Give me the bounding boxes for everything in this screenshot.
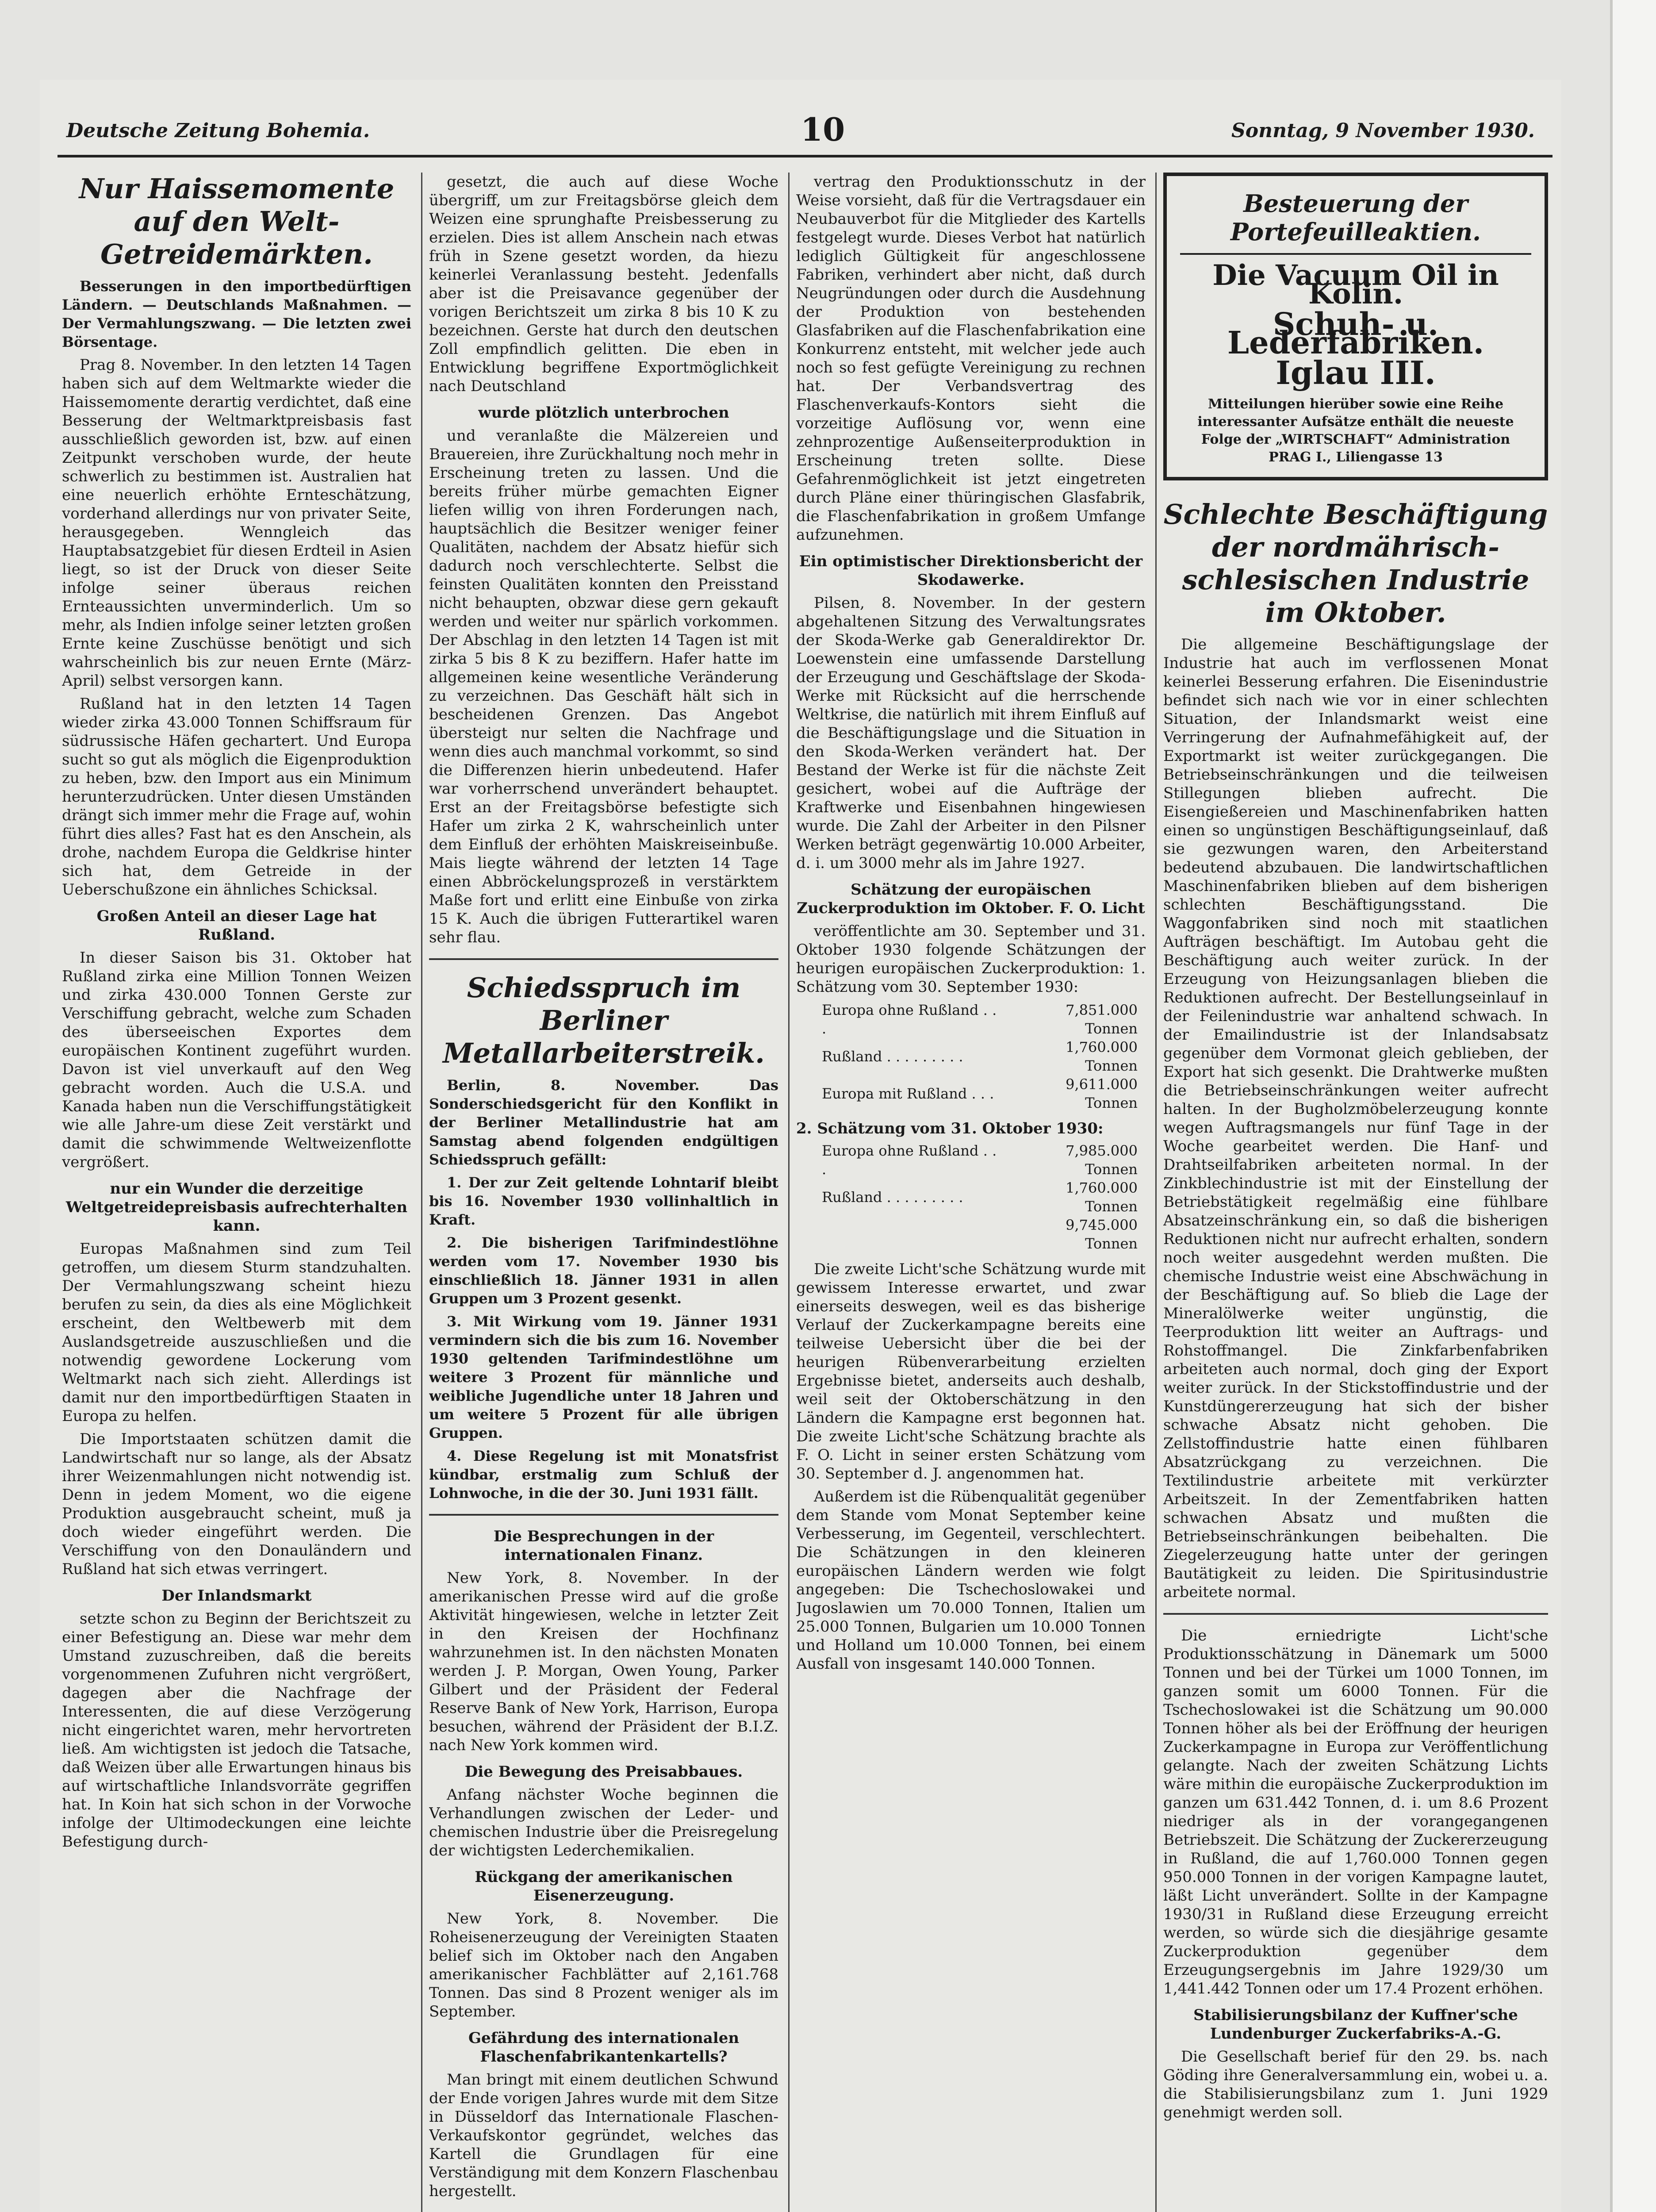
paragraph: Die zweite Licht'sche Schätzung wurde mit gewissem Interesse erwartet, und zwar einerseits deswegen, weil es das bisherige Verlauf der Zuckerkampagne bereits eine teilweise Uebersicht über die bei der heurigen Rübenverarbeitung erzielten Ergebnisse bietet, anderseits auch deshalb, weil seit der Oktoberschätzung in den Ländern die Kampagne erst begonnen hat. Die zweite Licht'sche Schätzung brachte als F. O. Licht in seiner ersten Schätzung vom 30. September d. J. angenommen hat. [796,1260,1146,1482]
paragraph: gesetzt, die auch auf diese Woche übergriff, um zur Freitagsbörse gleich dem Weizen eine sprunghafte Preisbesserung zu erzielen. Dies ist allem Anschein nach etwas früh in Szene gesetzt worden, da hiezu keinerlei Veranlassung besteht. Jedenfalls aber ist die Preisavance gegenüber der vorigen Berichtszeit um zirka 8 bis 10 K zu bezeichnen. Gerste hat durch den deutschen Zoll empfindlich gelitten. Die eben in Entwicklung begriffene Exportmöglichkeit nach Deutschland [429,173,778,395]
sugar-table-1 [814,1001,1146,1112]
column-rule [1155,173,1157,2212]
paragraph: Pilsen, 8. November. In der gestern abgehaltenen Sitzung des Verwaltungsrates der Skoda-Werke gab Generaldirektor Dr. Loewenstein eine umfassende Darstellung der Erzeugung und Geschäftslage der Skoda-Werke mit Rücksicht auf die herrschende Weltkrise, die natürlich mit ihrem Einfluß auf die Beschäftigungslage und die Situation in den Skoda-Werken verändert hat. Der Bestand der Werke ist für die nächste Zeit gesichert, wobei auf die Aufträge der Kraftwerke und Eisenbahnen hingewiesen wurde. Die Zahl der Arbeiter in den Pilsner Werken beträgt gegenwärtig 10.000 Arbeiter, d. i. um 3000 mehr als im Jahre 1927. [796,594,1146,872]
paragraph: vertrag den Produktionsschutz in der Weise vorsieht, daß für die Vertragsdauer ein Neubauverbot für die Mitglieder des Kartells festgelegt wurde. Dieses Verbot hat natürlich lediglich Gültigkeit für angeschlossene Fabriken, verhindert aber nicht, daß durch Neugründungen oder durch die Ausdehnung der Produktion von bestehenden Glasfabriken auf die Flaschenfabrikation eine Konkurrenz entsteht, mit welcher jede auch noch so fest gefügte Vereinigung zu rechnen hat. Der Verbandsvertrag des Flaschenverkaufs-Kontors sieht die vorzeitige Auflösung vor, wenn eine zehnprozentige Außenseiterproduktion in Erscheinung treten sollte. Diese Gefahrenmöglichkeit ist jetzt eingetreten durch Pläne einer thüringischen Glasfabrik, die Flaschenfabrikation in großem Umfange aufzunehmen. [796,173,1146,544]
paragraph: Man bringt mit einem deutlichen Schwund der Ende vorigen Jahres wurde mit dem Sitze in Düsseldorf das Internationale Flaschen-Verkaufskontor gegründet, welches das Kartell die Grundlagen für eine Verständigung mit dem Konzern Flaschenbau hergestellt. [429,2071,778,2200]
ad-footer: Mitteilungen hierüber sowie eine Reihe interessanter Aufsätze enthält die neueste Folge der „WIRTSCHAFT“ Administration PRAG I., Liliengasse 13 [1197,396,1514,465]
newspaper-name: Deutsche Zeitung Bohemia. [66,119,370,142]
paragraph: 1. Der zur Zeit geltende Lohntarif bleibt bis 16. November 1930 vollinhaltlich in Kraft. [429,1174,778,1228]
ad-line: Schuh- u. Lederfabriken. [1227,306,1484,361]
table-row [814,1141,1146,1179]
paragraph: 3. Mit Wirkung vom 19. Jänner 1931 vermindern sich die bis zum 16. November 1930 geltenden Tarifmindestlöhne um weitere 3 Prozent für männliche und weibliche Jugendliche unter 18 Jahren und um weitere 5 Prozent für alle übrigen Gruppen. [429,1313,778,1441]
column-1 [62,173,411,2212]
section-heading: wurde plötzlich unterbrochen [478,404,729,422]
section-heading: nur ein Wunder die derzeitige Weltgetreidepreisbasis aufrechterhalten kann. [65,1180,408,1235]
section-heading: Der Inlandsmarkt [161,1587,312,1605]
section-heading: Rückgang der amerikanischen Eisenerzeugung. [475,1868,733,1905]
paragraph: und veranlaßte die Mälzereien und Brauereien, ihre Zurückhaltung noch mehr in Erscheinung treten zu lassen. Und die bereits früher mürbe gemachten Eigner liefen willig von ihren Forderungen nach, hauptsächlich die Besitzer weniger feiner Qualitäten, nachdem der Absatz hiefür sich dadurch noch verschlechterte. Selbst die feinsten Qualitäten konnten den Preisstand nicht behaupten, obzwar diese gern gekauft werden und weiter nur spärlich vorkommen. Der Abschlag in den letzten 14 Tagen ist mit zirka 5 bis 8 K zu beziffern. Hafer hatte im allgemeinen keine wesentliche Veränderung zu verzeichnen. Das Geschäft hält sich in bescheidenen Grenzen. Das Angebot übersteigt nur selten die Nachfrage und wenn dies auch manchmal vorkommt, so sind die Differenzen hierin unbedeutend. Hafer war vorherrschend unverändert behauptet. Erst an der Freitagsbörse befestigte sich Hafer um zirka 2 K, wahrscheinlich unter dem Einfluß der erhöhten Maiskreiseinbuße. Mais liegte während der letzten 14 Tage einen Abbröckelungsprozeß in verstärktem Maße fort und erlitt eine Einbuße von zirka 15 K. Auch die übrigen Futterartikel waren sehr flau. [429,427,778,946]
table-cell: 7,851.000 Tonnen [1066,1002,1138,1037]
table-cell: 1,760.000 Tonnen [1066,1039,1138,1074]
ad-line: Die Vacuum Oil in Kolin. [1212,259,1499,311]
scanner-edge [1610,0,1656,2212]
newspaper-page [40,80,1561,2212]
section-heading: Schätzung der europäischen Zuckerproduktion im Oktober. F. O. Licht [797,881,1145,917]
sugar-table-2 [814,1141,1146,1253]
issue-date: Sonntag, 9 November 1930. [1231,119,1535,142]
paragraph: In dieser Saison bis 31. Oktober hat Rußland zirka eine Million Tonnen Weizen und zirka 430.000 Tonnen Gerste zur Verschiffung gebracht, welche zum Schaden des überseeischen Exportes dem europäischen Kontinent zugeführt wurden. Davon ist viel unverkauft auf den Weg gebracht worden. Auch die U.S.A. und Kanada haben nun die Verschiffungstätigkeit wie alle Jahre-um diese Zeit verstärkt und damit die schwimmende Weltweizenflotte vergrößert. [62,949,411,1171]
table-row [814,1179,1146,1216]
paragraph: Rußland hat in den letzten 14 Tagen wieder zirka 43.000 Tonnen Schiffsraum für südrussische Häfen gechartert. Und Europa sucht so gut als möglich die Eigenproduktion zu heben, bzw. den Import aus ein Minimum herunterzudrücken. Unter diesen Umständen drängt sich immer mehr die Frage auf, wohin führt dies alles? Fast hat es den Anschein, als drohe, nachdem Europa die Geldkrise hinter sich hat, dem Getreide in der Ueberschußzone ein ähnliches Schicksal. [62,695,411,899]
column-rule [788,173,790,2212]
paragraph: New York, 8. November. Die Roheisenerzeugung der Vereinigten Staaten belief sich im Oktober nach den Angaben amerikanischer Fachblätter auf 2,161.768 Tonnen. Das sind 8 Prozent weniger als im September. [429,1910,778,2020]
article-title: Schlechte Beschäftigung der nordmährisch-schlesischen Industrie im Oktober. [1163,498,1548,629]
paragraph: Die Importstaaten schützen damit die Landwirtschaft nur so lange, als der Absatz ihrer Weizenmahlungen nicht notwendig ist. Denn in jedem Moment, wo die eigene Produktion ausgebraucht scheint, muß ja doch wieder eingeführt werden. Die Verschiffung von den Donauländern und Rußland hat sich etwas verringert. [62,1430,411,1578]
section-heading: Großen Anteil an dieser Lage hat Rußland. [96,907,377,944]
column-rule [421,173,422,2212]
paragraph: Berlin, 8. November. Das Sonderschiedsgericht für den Konflikt in der Berliner Metallindustrie hat am Samstag abend folgenden endgültigen Schiedsspruch gefällt: [429,1077,778,1168]
ad-headline: Besteuerung der Portefeuilleaktien. [1180,189,1531,255]
paragraph: Die Gesellschaft berief für den 29. bs. nach Göding ihre Generalversammlung ein, wobei u. a. die Stabilisierungsbilanz zum 1. Juni 1929 genehmigt werden soll. [1163,2048,1548,2121]
page-number: 10 [801,111,845,148]
table-cell: 7,985.000 Tonnen [1066,1142,1138,1178]
article-title: Nur Haissemomente auf den Welt-Getreidemärkten. [79,173,395,270]
column-3 [796,173,1146,2212]
paragraph: Anfang nächster Woche beginnen die Verhandlungen zwischen der Leder- und chemischen Industrie über die Preisregelung der wichtigsten Lederchemikalien. [429,1786,778,1859]
ad-line: Iglau III. [1276,354,1436,392]
table-cell: Rußland . . . . . . . . . [822,1189,963,1206]
table-heading: 2. Schätzung vom 31. Oktober 1930: [796,1120,1104,1137]
divider [429,958,778,960]
paragraph: veröffentlichte am 30. September und 31. Oktober 1930 folgende Schätzungen der heurigen europäischen Zuckerproduktion: 1. Schätzung vom 30. September 1930: [796,922,1146,996]
divider [1163,1613,1548,1615]
paragraph: setzte schon zu Beginn der Berichtszeit zu einer Befestigung an. Diese war mehr dem Umstand zuzuschreiben, daß die bereits vorgenommenen Zufuhren nicht vergrößert, dagegen aber die Nachfrage der Interessenten, die auf diese Verzögerung nicht eingerichtet waren, mehr hervortreten ließ. Am wichtigsten ist jedoch die Tatsache, daß Weizen über alle Erwartungen hinaus bis auf wirtschaftliche Inlandsvorräte gegriffen hat. In Koin hat sich schon in der Vorwoche infolge der Ultimodeckungen eine leichte Befestigung durch- [62,1610,411,1851]
header-rule [58,155,1552,157]
table-row [814,1001,1146,1038]
table-row [814,1038,1146,1075]
section-heading: Die Bewegung des Preisabbaues. [464,1763,743,1781]
table-cell: Europa mit Rußland . . . [822,1085,994,1102]
paragraph: Die allgemeine Beschäftigungslage der Industrie hat auch im verflossenen Monat keinerlei Besserung erfahren. Die Eisenindustrie befindet sich nach wie vor in einer schlechten Situation, der Inlandsmarkt weist eine Verringerung der Aufnahmefähigkeit auf, der Exportmarkt ist weiter zurückgegangen. Die Betriebseinschränkungen und die teilweisen Stillegungen blieben aufrecht. Die Eisengießereien und Maschinenfabriken hatten einen so ungünstigen Beschäftigungseinlauf, daß sie gezwungen waren, den Arbeiterstand bedeutend abzubauen. Die landwirtschaftlichen Maschinenfabriken blieben auf dem bisherigen schlechten Beschäftigungsstand. Die Waggonfabriken sind noch mit staatlichen Aufträgen beschäftigt. Im Autobau geht die Beschäftigung auch weiter zurück. In der Erzeugung von Heizungsanlagen blieben die Reduktionen aufrecht. Der Bestellungseinlauf in der Feilenindustrie war anhaltend schwach. In der Emailindustrie ist der Inlandsabsatz gegenüber dem Vormonat gleich geblieben, der Export hat sich gesenkt. Die Drahtwerke mußten die Betriebseinschränkungen weiter aufrecht halten. In der Bugholzmöbelerzeugung konnte wegen Auftragsmangels nur fünf Tage in der Woche gearbeitet werden. Die Hanf- und Drahtseilfabriken arbeiteten normal. In der Zinkblechindustrie ist mit der Einstellung der Betriebstätigkeit regelmäßig eine fühlbare Absatzeinschränkung ein, so daß die bisherigen Reduktionen nicht nur aufrecht erhalten, sondern noch weiter ausgedehnt werden mußten. Die chemische Industrie weist eine Abschwächung in der Beschäftigung auf. So blieb die Lage der Mineralölwerke weiter ungünstig, die Teerproduktion litt weiter an Auftrags- und Rohstoffmangel. Die Zinkfarbenfabriken arbeiteten auch normal, doch ging der Export weiter zurück. In der Stickstoffindustrie und der Kunstdüngererzeugung hat sich der bisher schwache Absatz nicht gehoben. Die Zellstoffindustrie hatte einen fühlbaren Absatzrückgang zu verzeichnen. Die Textilindustrie arbeitete mit verkürzter Arbeitszeit. In der Zementfabriken hatten schwachen Absatz und mußten die Betriebseinschränkungen beibehalten. Die Ziegelerzeugung hatte unter der geringen Bautätigkeit zu leiden. Die Spiritusindustrie arbeitete normal. [1163,636,1548,1601]
section-heading: Die Besprechungen in der internationalen Finanz. [493,1528,714,1564]
paragraph: New York, 8. November. In der amerikanischen Presse wird auf die große Aktivität hingewiesen, welche in letzter Zeit in den Kreisen der Hochfinanz wahrzunehmen ist. In den nächsten Monaten werden J. P. Morgan, Owen Young, Parker Gilbert und der Präsident der Federal Reserve Bank of New York, Harrison, Europa besuchen, während der Präsident der B.I.Z. nach New York kommen wird. [429,1569,778,1754]
article-title: Schiedsspruch im Berliner Metallarbeiterstreik. [443,972,765,1069]
paragraph: Europas Maßnahmen sind zum Teil getroffen, um diesem Sturm standzuhalten. Der Vermahlungszwang scheint hiezu berufen zu sein, da dies als eine Möglichkeit erscheint, den Weltbewerb mit dem Auslandsgetreide auszuschließen und die notwendig gewordene Lockerung vom Weltmarkt nach sich zieht. Allerdings ist damit nur den importbedürftigen Staaten in Europa zu helfen. [62,1240,411,1425]
table-cell: 1,760.000 Tonnen [1066,1179,1138,1215]
table-cell [814,1216,1004,1253]
table-row [814,1216,1146,1253]
table-cell: Rußland . . . . . . . . . [822,1048,963,1065]
divider [429,1514,778,1516]
paragraph: 4. Diese Regelung ist mit Monatsfrist kündbar, erstmalig zum Schluß der Lohnwoche, in die der 30. Juni 1931 fällt. [429,1448,778,1502]
table-cell: Europa ohne Rußland . . . [822,1142,997,1178]
page-header [40,111,1561,150]
table-cell: 9,611.000 Tonnen [1066,1076,1138,1111]
column-2 [429,173,778,2212]
paragraph: Prag 8. November. In den letzten 14 Tagen haben sich auf dem Weltmarkte wieder die Haissemomente derartig verdichtet, daß eine Besserung der Weltmarktpreisbasis fast ausschließlich geworden ist, bzw. auf einen Zeitpunkt verschoben wurde, der heute schwerlich zu bestimmen ist. Australien hat eine neuerlich erhöhte Ernteschätzung, vorderhand allerdings nur von privater Seite, herausgegeben. Wenngleich das Hauptabsatzgebiet für diesen Erdteil in Asien liegt, so ist der Druck von dieser Seite infolge seiner überaus reichen Ernteaussichten unverminderlich. Um so mehr, als Indien infolge seiner letzten großen Ernte keine Zuschüsse benötigt und sich wahrscheinlich bis zur neuen Ernte (März-April) selbst versorgen kann. [62,356,411,690]
section-heading: Stabilisierungsbilanz der Kuffner'sche Lundenburger Zuckerfabriks-A.-G. [1193,2006,1518,2043]
article-subtitle: Besserungen in den importbedürftigen Ländern. — Deutschlands Maßnahmen. — Der Vermahlungszwang. — Die letzten zwei Börsentage. [62,278,411,350]
table-cell: 9,745.000 Tonnen [1066,1217,1138,1252]
table-row [814,1075,1146,1112]
advertisement-box [1163,173,1548,480]
table-cell: Europa ohne Rußland . . . [822,1002,997,1037]
section-heading: Ein optimistischer Direktionsbericht der Skodawerke. [799,553,1143,589]
paragraph: 2. Die bisherigen Tarifmindestlöhne werden vom 17. November 1930 bis einschließlich 18. Jänner 1931 in allen Gruppen um 3 Prozent gesenkt. [429,1234,778,1307]
paragraph: Außerdem ist die Rübenqualität gegenüber dem Stande vom Monat September keine Verbesserung, im Gegenteil, verschlechtert. Die Schätzungen in den kleineren europäischen Ländern werden wie folgt angegeben: Die Tschechoslowakei und Jugoslawien um 70.000 Tonnen, Italien um 25.000 Tonnen, Bulgarien um 10.000 Tonnen und Holland um 10.000 Tonnen, bei einem Ausfall von insgesamt 140.000 Tonnen. [796,1488,1146,1673]
column-4 [1163,173,1548,2212]
paragraph: Die erniedrigte Licht'sche Produktionsschätzung in Dänemark um 5000 Tonnen und bei der Türkei um 1000 Tonnen, im ganzen somit um 6000 Tonnen. Für die Tschechoslowakei ist die Schätzung um 90.000 Tonnen höher als bei der Eröffnung der heurigen Zuckerkampagne in Europa zur Veröffentlichung gelangte. Nach der zweiten Schätzung Lichts wäre mithin die europäische Zuckerproduktion im ganzen um 631.442 Tonnen, d. i. um 8.6 Prozent niedriger als in der vorangegangenen Betriebszeit. Die Schätzung der Zuckererzeugung in Rußland, die auf 1,760.000 Tonnen gegen 950.000 Tonnen in der vorigen Kampagne lautet, läßt Licht unverändert. Sollte in der Kampagne 1930/31 in Rußland diese Erzeugung erreicht werden, so würde sich die diesjährige gesamte Zuckerproduktion gegenüber dem Erzeugungsergebnis im Jahre 1929/30 um 1,441.442 Tonnen oder um 17.4 Prozent erhöhen. [1163,1627,1548,1997]
section-heading: Gefährdung des internationalen Flaschenfabrikantenkartells? [468,2029,740,2066]
